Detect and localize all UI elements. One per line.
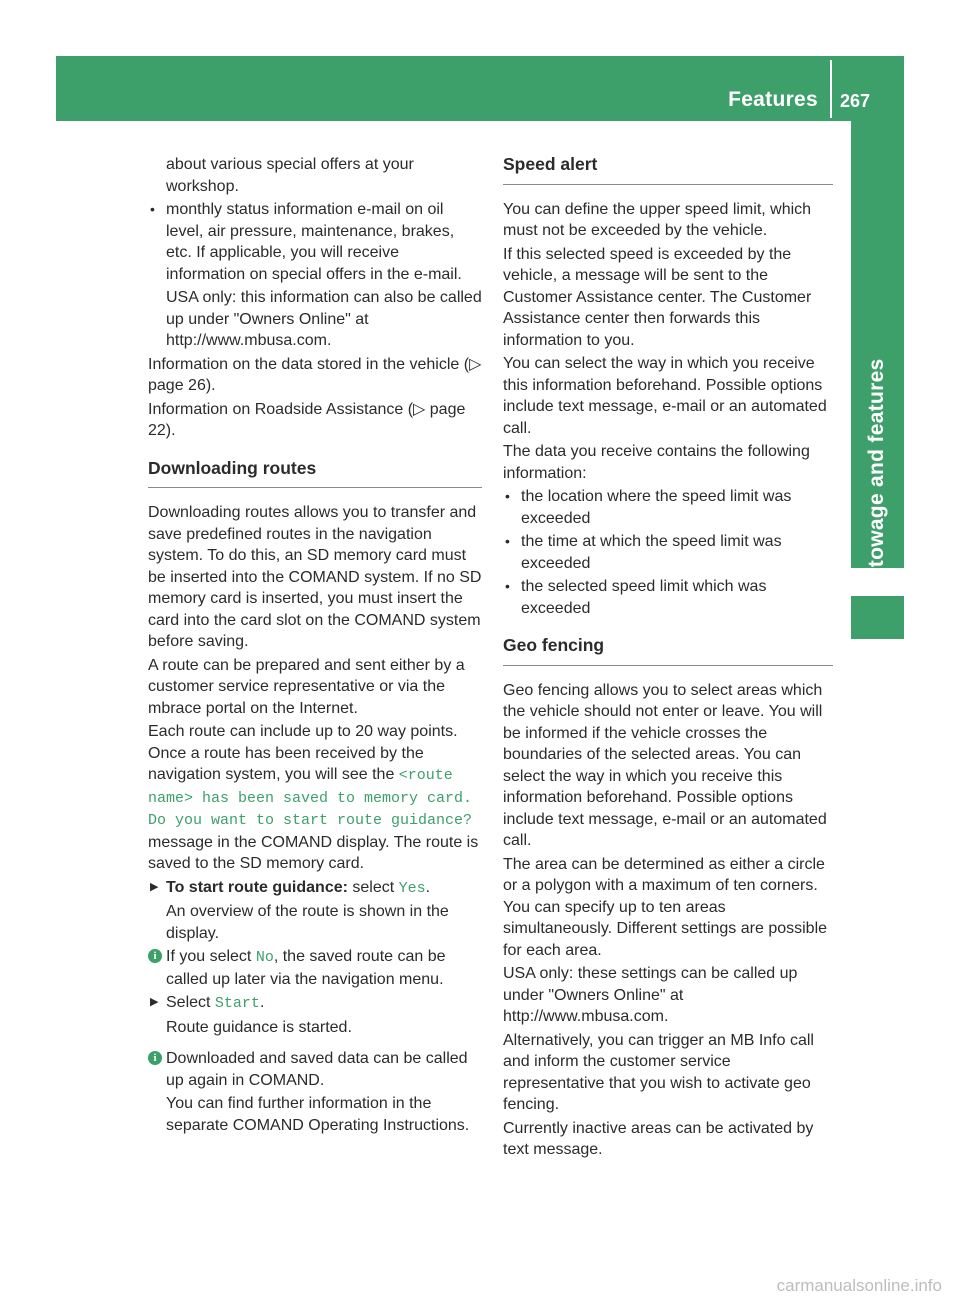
info-note [148, 1048, 482, 1091]
step-label: To start route guidance: [166, 878, 348, 896]
text: select [347, 878, 399, 896]
step-result: An overview of the route is shown in the display. [166, 903, 449, 942]
text: , the saved route can be called up later via the navigation menu. [166, 948, 446, 988]
paragraph: Downloading routes allows you to transfer and save predefined routes in the navigation system. To do this, an SD memory card must be inserted into the COMAND system. If no SD memory card is inserted, you must insert the card into the card slot on the COMAND system before saving. [148, 504, 482, 650]
paragraph: Alternatively, you can trigger an MB Info call and inform the customer service representative that you wish to activate geo fencing. [503, 1031, 814, 1113]
step-result: Route guidance is started. [166, 1018, 352, 1036]
text: . [259, 994, 265, 1011]
text: . [425, 878, 431, 896]
paragraph [148, 721, 482, 875]
left-column [148, 154, 482, 1138]
info-note [148, 946, 482, 990]
paragraph: The data you receive contains the following information: [503, 443, 810, 482]
info-icon: i [148, 1051, 162, 1065]
bullet-item: • the time at which the speed limit was exceeded [503, 531, 833, 574]
right-column [503, 154, 833, 1163]
text: If you select [166, 948, 256, 965]
paragraph: You can define the upper speed limit, which must not be exceeded by the vehicle. [503, 200, 812, 239]
watermark: carmanualsonline.info [776, 1276, 942, 1295]
bullet-item: • monthly status information e-mail on oil level, air pressure, maintenance, brakes, etc. If applicable, you will receive information on special offers in the e-mail. [148, 199, 482, 285]
step-item [148, 992, 482, 1015]
menu-item-start: Start [214, 995, 260, 1012]
page-number: 267 [840, 91, 871, 111]
paragraph: Information on Roadside Assistance (▷ page 22). [148, 400, 466, 439]
text: Downloaded and saved data can be called up again in COMAND. [166, 1050, 468, 1089]
paragraph: A route can be prepared and sent either by a customer service representative or via the mbrace portal on the Internet. [148, 656, 465, 717]
chapter-tab-label: Stowage and features [865, 358, 888, 582]
paragraph: Currently inactive areas can be activated by text message. [503, 1119, 814, 1158]
bullet-item: • the selected speed limit which was exceeded [503, 576, 833, 619]
paragraph: USA only: these settings can be called up under "Owners Online" at http://www.mbusa.com. [503, 965, 798, 1025]
menu-item-no: No [255, 949, 274, 966]
paragraph: USA only: this information can also be called up under "Owners Online" at http://www.mbusa.com. [166, 289, 482, 349]
section-title: Features [728, 88, 818, 111]
display-message: <route name> has been saved to memory card. Do you want to start route guidance? [148, 767, 473, 829]
paragraph: about various special offers at your workshop. [166, 156, 414, 195]
text: Select [166, 994, 215, 1011]
chapter-marker-block [851, 596, 904, 639]
paragraph: The area can be determined as either a circle or a polygon with a maximum of ten corners. You can specify up to ten areas simultaneously. Different settings are possible for each area. [503, 855, 828, 959]
paragraph: Geo fencing allows you to select areas which the vehicle should not enter or leave. You will be informed if the vehicle crosses the boundaries of the selected areas. You can select the way in which you receive this information beforehand. Possible options include text message, e-mail or an automated call. [503, 681, 827, 849]
menu-item-yes: Yes [398, 879, 426, 897]
text: Each route can include up to 20 way points. Once a route has been received by the navigation system, you will see the [148, 723, 458, 783]
section-heading-geo-fencing: Geo fencing [503, 635, 833, 666]
step-item [148, 877, 482, 900]
info-icon: i [148, 949, 162, 963]
paragraph: You can find further information in the separate COMAND Operating Instructions. [166, 1095, 470, 1134]
header-separator [830, 60, 832, 118]
paragraph: Information on the data stored in the vehicle (▷ page 26). [148, 355, 482, 394]
bullet-item: • the location where the speed limit was exceeded [503, 486, 833, 529]
paragraph: If this selected speed is exceeded by the vehicle, a message will be sent to the Customer Assistance center. The Customer Assistance center then forwards this information to you. [503, 245, 812, 349]
section-heading-downloading-routes: Downloading routes [148, 458, 482, 489]
section-heading-speed-alert: Speed alert [503, 154, 833, 185]
paragraph: You can select the way in which you receive this information beforehand. Possible options include text message, e-mail or an automated call. [503, 355, 827, 437]
text: message in the COMAND display. The route is saved to the SD memory card. [148, 833, 479, 872]
